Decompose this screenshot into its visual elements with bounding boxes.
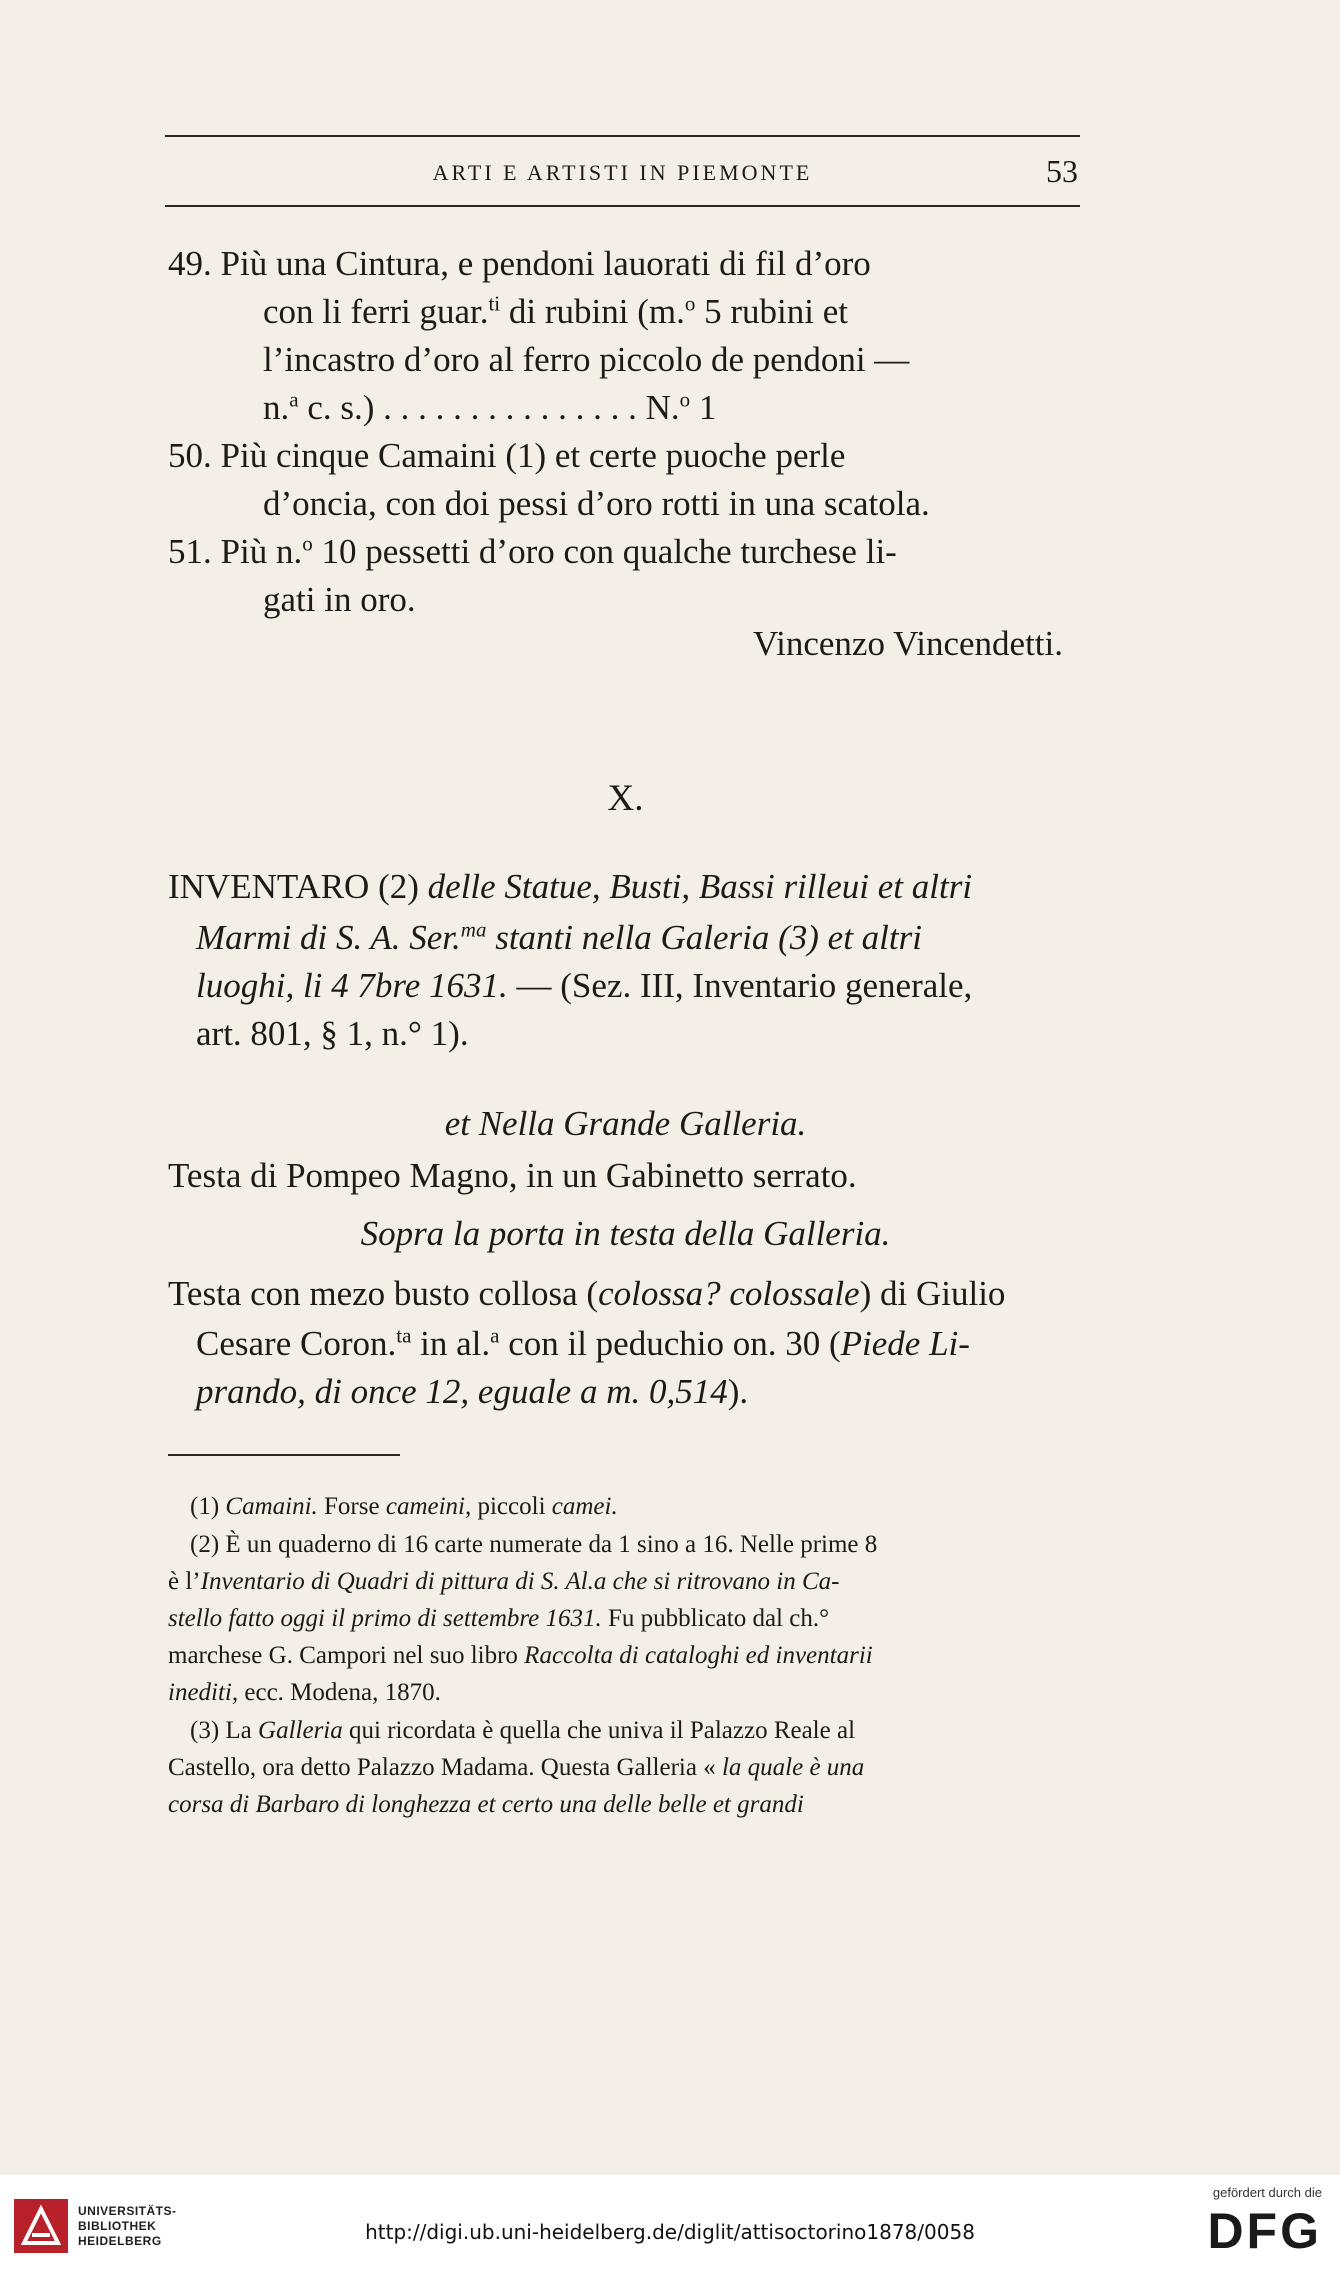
footnote-3-line-3: corsa di Barbaro di longhezza et certo una delle belle et grandi — [168, 1791, 804, 1818]
funding-label: gefördert durch die — [1212, 2185, 1322, 2200]
header-rule-bottom — [165, 205, 1080, 207]
footnote-2-line-1: (2) È un quaderno di 16 carte numerate da 1 sino a 16. Nelle prime 8 — [190, 1531, 878, 1558]
dfg-logo: DFG — [1207, 2203, 1322, 2259]
entry-pompeo: Testa di Pompeo Magno, in un Gabinetto serrato. — [168, 1156, 857, 1195]
inventory-line-3: luoghi, li 4 7bre 1631. — (Sez. III, Inventario generale, — [196, 966, 973, 1005]
inventory-line-2: Marmi di S. A. Ser.$^{ma}$ stanti nella Galeria (3) et altri — [196, 917, 922, 957]
item-49-line-4: n.$^a$ c. s.) . . . . . . . . . . . . . . . N.$^o$ 1 — [263, 387, 717, 427]
subheading-grande-galleria: et Nella Grande Galleria. — [444, 1104, 807, 1143]
library-name: UNIVERSITÄTS- BIBLIOTHEK HEIDELBERG — [78, 2203, 177, 2248]
item-50-line-1: 50. Più cinque Camaini (1) et certe puoche perle — [168, 436, 846, 475]
footnote-2-line-2: è l’Inventario di Quadri di pittura di S. Al.a che si ritrovano in Ca- — [168, 1568, 840, 1595]
item-50-line-2: d’oncia, con doi pessi d’oro rotti in una scatola. — [263, 484, 930, 523]
section-numeral: X. — [607, 778, 644, 819]
footnote-3-line-1: (3) La Galleria qui ricordata è quella che univa il Palazzo Reale al — [190, 1717, 856, 1744]
subheading-sopra-la-porta: Sopra la porta in testa della Galleria. — [360, 1214, 891, 1253]
inventory-line-4: art. 801, § 1, n.° 1). — [196, 1014, 469, 1053]
page-number: 53 — [1046, 153, 1078, 189]
permalink[interactable]: http://digi.ub.uni-heidelberg.de/diglit/attisoctorino1878/0058 — [365, 2220, 975, 2244]
footnote-1: (1) Camaini. Forse cameini, piccoli camei. — [190, 1493, 618, 1520]
item-49-line-3: l’incastro d’oro al ferro piccolo de pendoni — — [263, 340, 910, 379]
footnote-rule — [168, 1454, 400, 1456]
item-51-line-1: 51. Più n.$^o$ 10 pessetti d’oro con qualche turchese li- — [168, 531, 897, 571]
footnote-2-line-5: inediti, ecc. Modena, 1870. — [168, 1679, 441, 1706]
footnote-2-line-3: stello fatto oggi il primo di settembre 1631. Fu pubblicato dal ch.° — [168, 1605, 830, 1632]
entry-giulio-cesare-line-2: Cesare Coron.$^{ta}$ in al.$^a$ con il peduchio on. 30 (Piede Li- — [196, 1323, 970, 1363]
item-49-line-1: 49. Più una Cintura, e pendoni lauorati di fil d’oro — [168, 244, 871, 283]
footnote-2-line-4: marchese G. Campori nel suo libro Raccolta di cataloghi ed inventarii — [168, 1642, 873, 1669]
running-header: ARTI E ARTISTI IN PIEMONTE — [432, 160, 813, 185]
item-49-line-2: con li ferri guar.$^{ti}$ di rubini (m.$^o$ 5 rubini et — [263, 291, 848, 331]
footnote-3-line-2: Castello, ora detto Palazzo Madama. Questa Galleria « la quale è una — [168, 1754, 865, 1781]
funding-logo[interactable] — [1207, 2185, 1322, 2260]
inventory-line-1: INVENTARO (2) delle Statue, Busti, Bassi rilleui et altri — [168, 867, 973, 906]
signature: Vincenzo Vincendetti. — [752, 624, 1063, 663]
entry-giulio-cesare-line-1: Testa con mezo busto collosa (colossa? colossale) di Giulio — [168, 1274, 1006, 1313]
entry-giulio-cesare-line-3: prando, di once 12, eguale a m. 0,514). — [196, 1372, 749, 1411]
item-51-line-2: gati in oro. — [263, 580, 416, 619]
viewer-footer — [0, 2175, 1340, 2290]
header-rule-top — [165, 135, 1080, 137]
